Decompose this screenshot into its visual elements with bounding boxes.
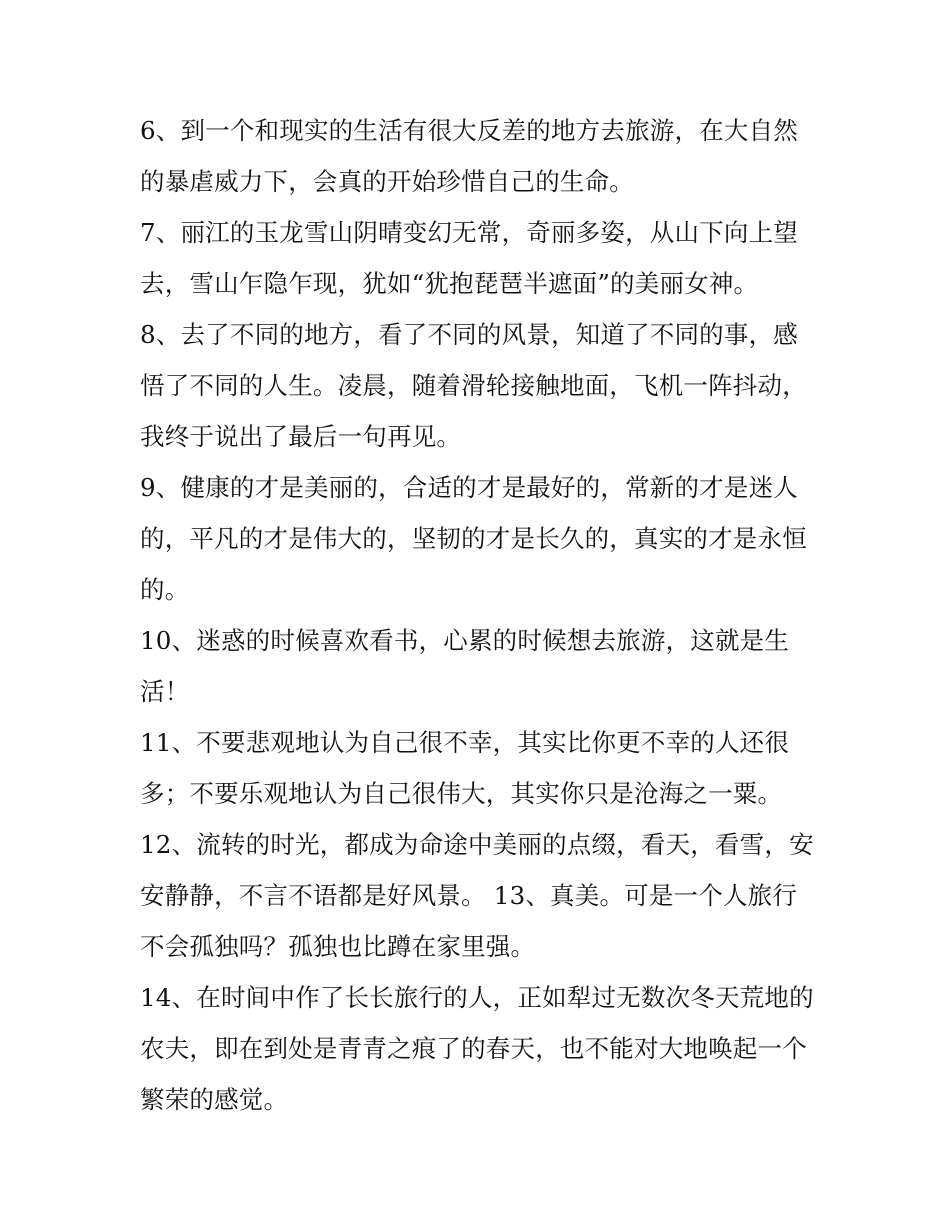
text-line: 的，平凡的才是伟大的，坚韧的才是长久的，真实的才是永恒 xyxy=(140,524,807,553)
text-line: 悟了不同的人生。凌晨，随着滑轮接触地面，飞机一阵抖动， xyxy=(140,371,807,400)
text-line: 不会孤独吗？孤独也比蹲在家里强。 xyxy=(140,932,536,961)
text-line: 的暴虐威力下，会真的开始珍惜自己的生命。 xyxy=(140,167,634,196)
text-line: 去，雪山乍隐乍现，犹如“犹抱琵琶半遮面”的美丽女神。 xyxy=(140,269,759,298)
text-line: 11、不要悲观地认为自己很不幸，其实比你更不幸的人还很 xyxy=(140,728,790,757)
text-line: 6、到一个和现实的生活有很大反差的地方去旅游，在大自然 xyxy=(140,116,798,145)
text-line: 我终于说出了最后一句再见。 xyxy=(140,422,462,451)
text-line: 繁荣的感觉。 xyxy=(140,1085,289,1114)
text-line: 8、去了不同的地方，看了不同的风景，知道了不同的事，感 xyxy=(140,320,798,349)
text-line: 安静静，不言不语都是好风景。 13、真美。可是一个人旅行 xyxy=(140,881,798,910)
text-line: 9、健康的才是美丽的，合适的才是最好的，常新的才是迷人 xyxy=(140,473,798,502)
text-line: 多；不要乐观地认为自己很伟大，其实你只是沧海之一粟。 xyxy=(140,779,783,808)
text-line: 活！ xyxy=(140,677,190,706)
text-line: 农夫，即在到处是青青之痕了的春天，也不能对大地唤起一个 xyxy=(140,1034,807,1063)
text-line: 14、在时间中作了长长旅行的人，正如犁过无数次冬天荒地的 xyxy=(140,983,814,1012)
text-line: 7、丽江的玉龙雪山阴晴变幻无常，奇丽多姿，从山下向上望 xyxy=(140,218,798,247)
text-line: 的。 xyxy=(140,575,190,604)
text-line: 12、流转的时光，都成为命途中美丽的点缀，看天，看雪，安 xyxy=(140,830,814,859)
text-line: 10、迷惑的时候喜欢看书，心累的时候想去旅游，这就是生 xyxy=(140,626,790,655)
